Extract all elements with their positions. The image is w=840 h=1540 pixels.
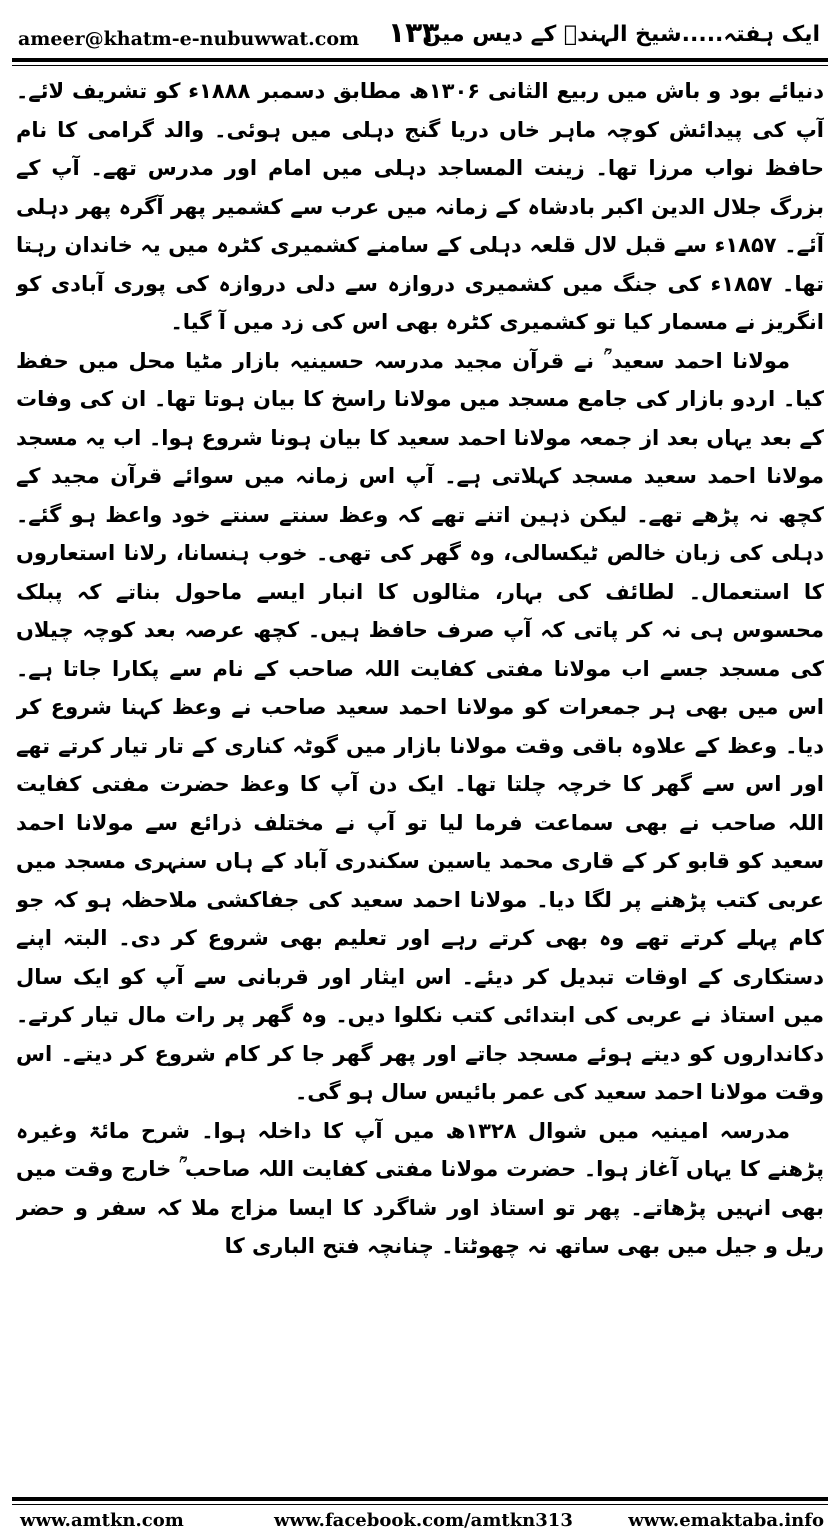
paragraph-2: مولانا احمد سعید ؒ نے قرآن مجید مدرسہ حسینیہ بازار مٹیا محل میں حفظ کیا۔ اردو بازار کی جامع مسجد میں مولانا راسخ کا بیان ہوتا تھا۔ ان کی وفات کے بعد یہاں بعد از جمعہ مولانا احمد سعید کا بیان ہونا شروع ہوا۔ اب یہ مسجد مولانا احمد سعید مسجد کہلاتی ہے۔ آپ اس زمانہ میں سوائے قرآن مجید کے کچھ نہ پڑھے تھے۔ لیکن ذہین اتنے تھے کہ وعظ سنتے سنتے خود واعظ ہو گئے۔ دہلی کی زبان خالص ٹیکسالی، وہ گھر کی تھی۔ خوب ہنسانا، رلانا استعاروں کا استعمال۔ لطائف کی بہار، مثالوں کا انبار ایسے ماحول بناتے کہ پبلک محسوس ہی نہ کر پاتی کہ آپ صرف حافظ ہیں۔ کچھ عرصہ بعد کوچہ چیلاں کی مسجد جسے اب مولانا مفتی کفایت اللہ صاحب کے نام سے پکارا جاتا ہے۔ اس میں بھی ہر جمعرات کو مولانا احمد سعید صاحب نے وعظ کہنا شروع کر دیا۔ وعظ کے علاوہ باقی وقت مولانا بازار میں گوٹہ کناری کے تار تیار کرتے تھے اور اس سے گھر کا خرچہ چلتا تھا۔ ایک دن آپ کا وعظ حضرت مفتی کفایت اللہ صاحب نے بھی سماعت فرما لیا تو آپ نے مختلف ذرائع سے مولانا احمد سعید کو قابو کر کے قاری محمد یاسین سکندری آباد کے ہاں سنہری مسجد میں عربی کتب پڑھنے پر لگا دیا۔ مولانا احمد سعید کی جفاکشی ملاحظہ ہو کہ جو کام پہلے کرتے تھے وہ بھی کرتے رہے اور تعلیم بھی شروع کر دی۔ البتہ اپنے دستکاری کے اوقات تبدیل کر دیئے۔ اس ایثار اور قربانی سے آپ کو ایک سال میں استاذ نے عربی کی ابتدائی کتب نکلوا دیں۔ وہ گھر پر رات مال تیار کرتے۔ دکانداروں کو دیتے ہوئے مسجد جاتے اور پھر گھر جا کر کام شروع کر دیتے۔ اس وقت مولانا احمد سعید کی عمر بائیس سال ہو گی۔ bbox=[16, 348, 824, 1104]
footer-rule-thick bbox=[12, 1497, 828, 1501]
header-rule-thin bbox=[12, 65, 828, 66]
header-email[interactable]: ameer@khatm-e-nubuwwat.com bbox=[18, 28, 360, 50]
page-number: ۱۳۳ bbox=[388, 16, 440, 49]
running-title: ایک ہفتہ.....شیخ الہندؒ کے دیس میں bbox=[422, 22, 820, 47]
page-footer bbox=[12, 1510, 828, 1536]
paragraph-1: دنیائے بود و باش میں ربیع الثانی ۱۳۰۶ھ مطابق دسمبر ۱۸۸۸ء کو تشریف لائے۔ آپ کی پیدائش کوچہ ماہر خاں دریا گنج دہلی میں ہوئی۔ والد گرامی کا نام حافظ نواب مرزا تھا۔ زینت المساجد دہلی میں امام اور مدرس تھے۔ آپ کے بزرگ جلال الدین اکبر بادشاہ کے زمانہ میں عرب سے کشمیر پھر آگرہ پھر دہلی آئے۔ ۱۸۵۷ء سے قبل لال قلعہ دہلی کے سامنے کشمیری کٹرہ میں یہ خاندان رہتا تھا۔ ۱۸۵۷ء کی جنگ میں کشمیری دروازہ سے دلی دروازہ کی پوری آبادی کو انگریز نے مسمار کیا تو کشمیری کٹرہ بھی اس کی زد میں آ گیا۔ bbox=[16, 79, 824, 334]
body-text bbox=[16, 72, 824, 1492]
footer-link-facebook[interactable]: www.facebook.com/amtkn313 bbox=[274, 1510, 573, 1531]
page-header bbox=[12, 10, 828, 62]
header-rule-thick bbox=[12, 58, 828, 62]
paragraph-3: مدرسہ امینیہ میں شوال ۱۳۲۸ھ میں آپ کا داخلہ ہوا۔ شرح مائۃ وغیرہ پڑھنے کا یہاں آغاز ہوا۔ حضرت مولانا مفتی کفایت اللہ صاحب ؒ خارج وقت میں بھی انہیں پڑھاتے۔ پھر تو استاذ اور شاگرد کا ایسا مزاج ملا کہ سفر و حضر ریل و جیل میں بھی ساتھ نہ چھوٹتا۔ چنانچہ فتح الباری کا bbox=[16, 1118, 824, 1258]
footer-link-amtkn[interactable]: www.amtkn.com bbox=[20, 1510, 184, 1531]
footer-rule-thin bbox=[12, 1504, 828, 1505]
footer-link-emaktaba[interactable]: www.emaktaba.info bbox=[628, 1510, 824, 1531]
